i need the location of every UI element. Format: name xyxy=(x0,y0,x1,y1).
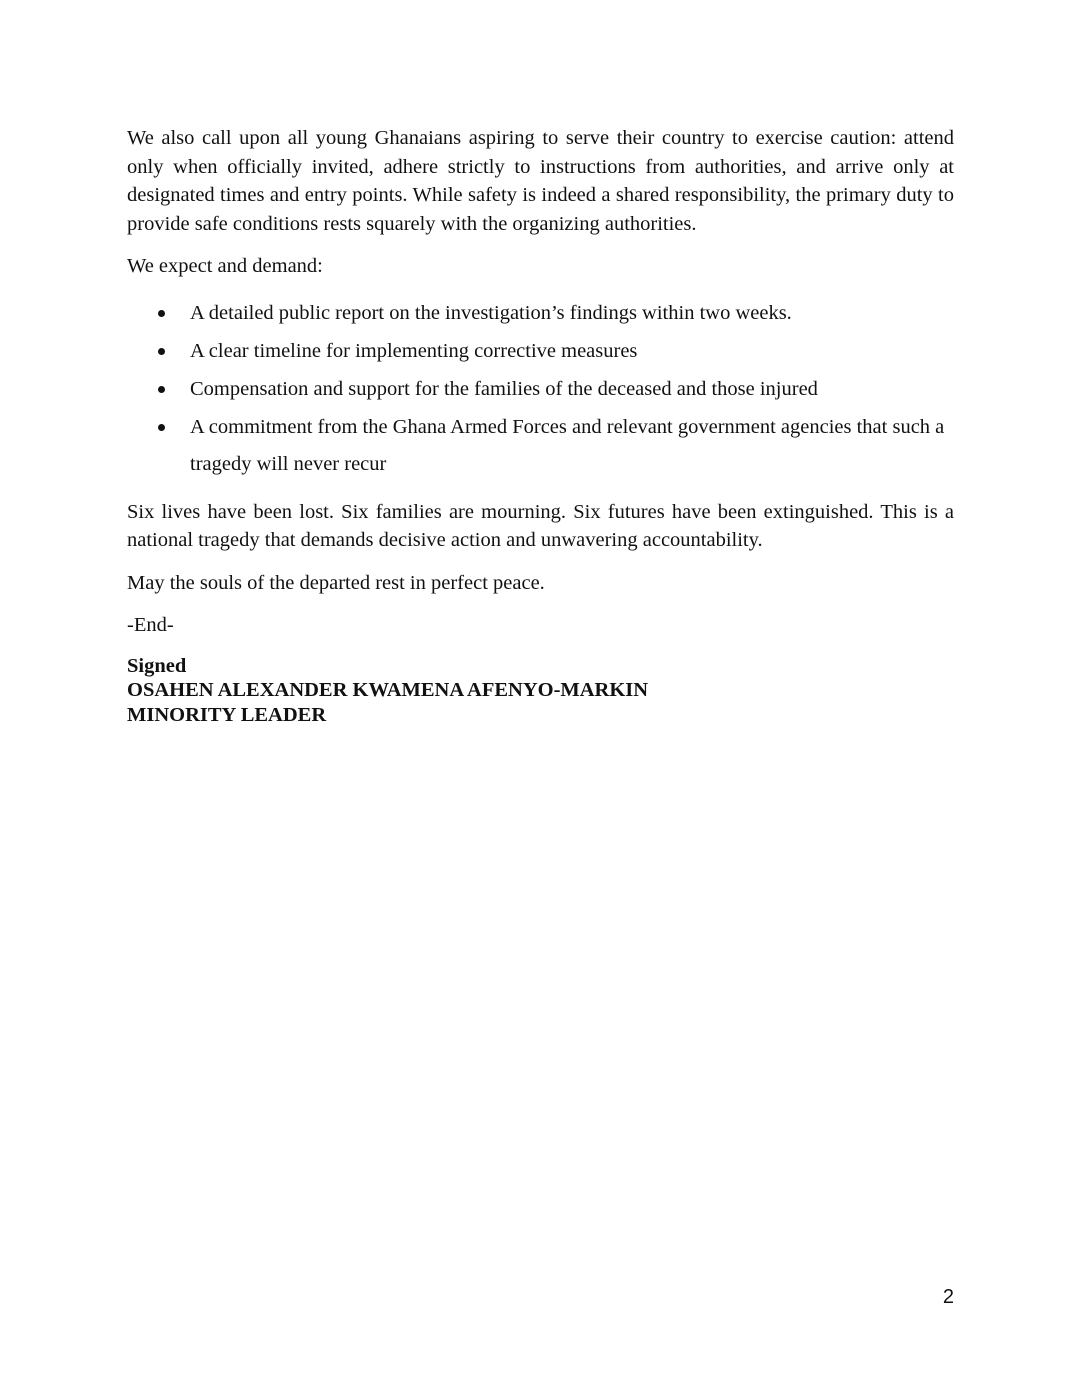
list-item xyxy=(127,295,954,333)
bullet-icon xyxy=(158,386,165,393)
paragraph-demands-intro: We expect and demand: xyxy=(127,255,323,277)
list-item-text: Compensation and support for the families of the deceased and those injured xyxy=(190,377,818,400)
signature-block xyxy=(127,654,954,728)
bullet-icon xyxy=(158,424,165,431)
document-body xyxy=(127,124,954,727)
list-item xyxy=(127,333,954,371)
demands-list xyxy=(127,295,954,484)
list-item-text: A commitment from the Ghana Armed Forces and relevant government agencies that such a tragedy will never recur xyxy=(190,415,945,475)
paragraph-caution-appeal: We also call upon all young Ghanaians aspiring to serve their country to exercise caution: attend only when officially invited, adhere strictly to instructions from authorities, and arrive only at designated times and entry points. While safety is indeed a shared responsibility, the primary duty to provide safe conditions rests squarely with the organizing authorities. xyxy=(127,127,954,235)
list-item xyxy=(127,409,954,484)
list-item-text: A detailed public report on the investigation’s findings within two weeks. xyxy=(190,301,792,324)
end-marker: -End- xyxy=(127,614,174,636)
signatory-title: MINORITY LEADER xyxy=(127,703,327,726)
signatory-name: OSAHEN ALEXANDER KWAMENA AFENYO-MARKIN xyxy=(127,679,649,701)
paragraph-condolence: May the souls of the departed rest in perfect peace. xyxy=(127,571,545,594)
signed-label: Signed xyxy=(127,654,187,677)
bullet-icon xyxy=(158,348,165,355)
list-item xyxy=(127,371,954,409)
page-number: 2 xyxy=(942,1286,954,1308)
bullet-icon xyxy=(158,310,165,317)
paragraph-lives-lost: Six lives have been lost. Six families are mourning. Six futures have been extinguished. This is a national tragedy that demands decisive action and unwavering accountability. xyxy=(127,500,954,551)
list-item-text: A clear timeline for implementing corrective measures xyxy=(190,339,638,362)
